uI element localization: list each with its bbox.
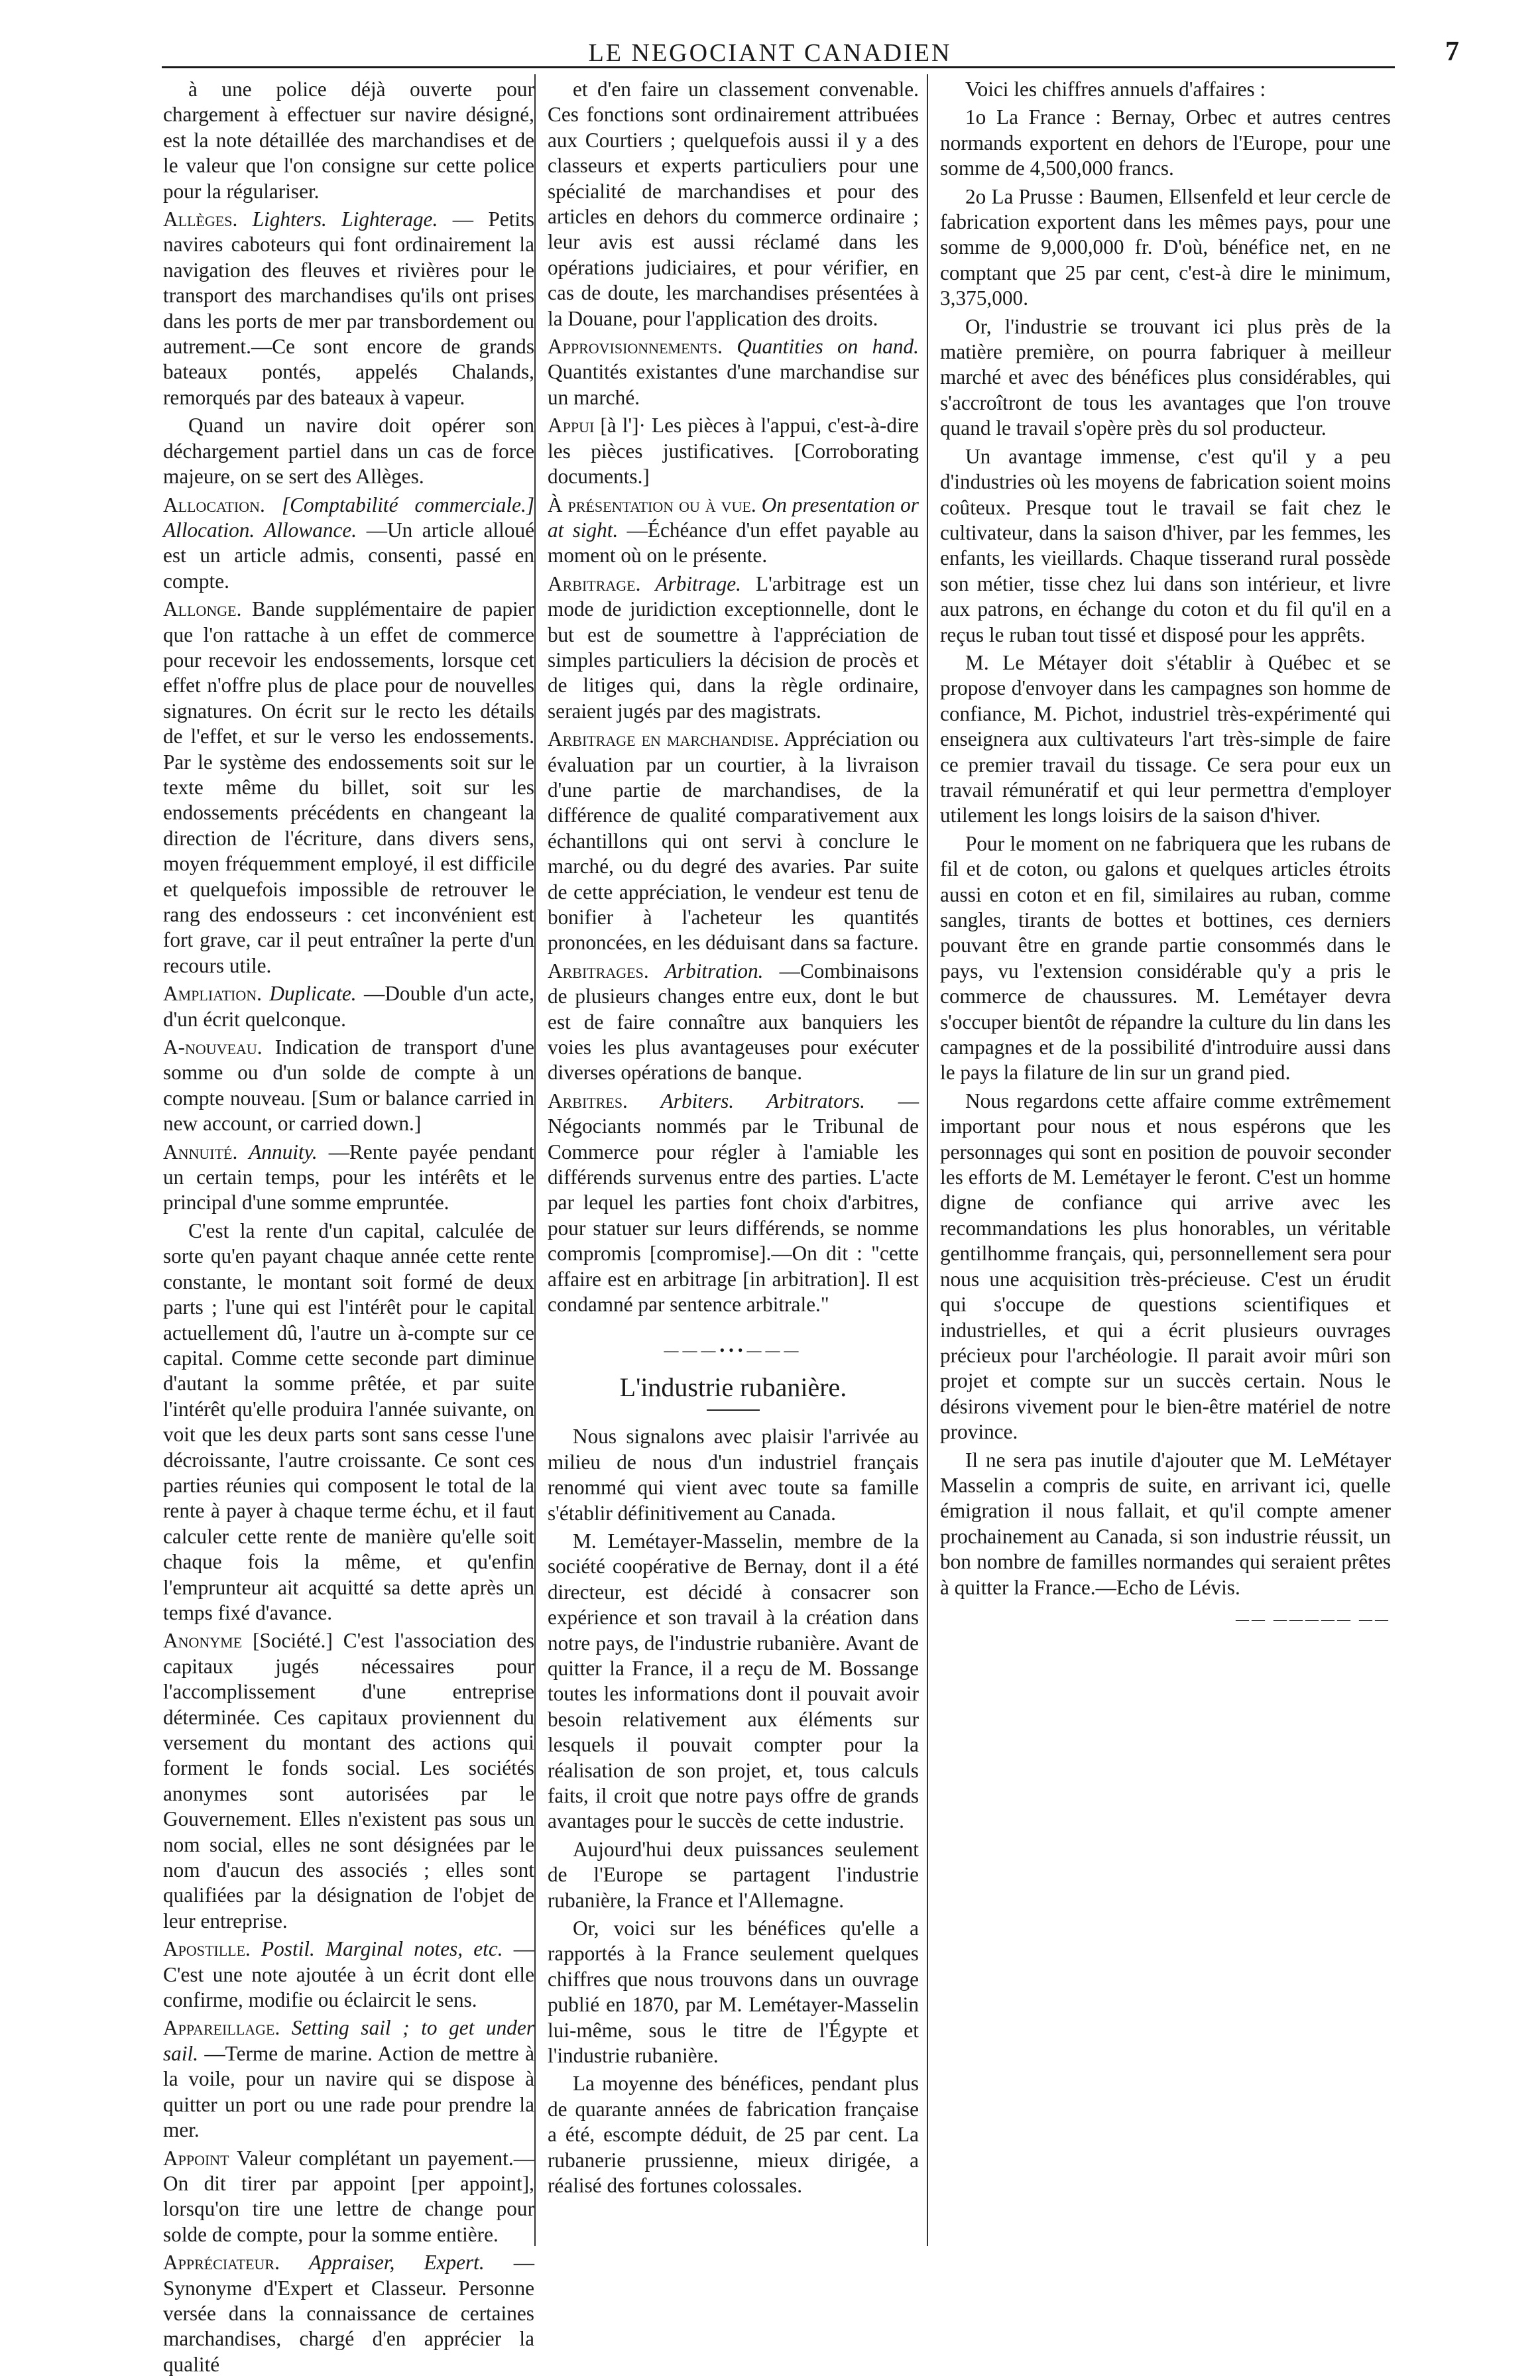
entry-term: Arbitrage.	[548, 571, 641, 595]
article-paragraph: Nous regardons cette affaire comme extrêmement important pour nous et nous espérons que les personnages qui sont en position de pouvoir seconder les efforts de M. Lemétayer le feront. C'est un homme digne de confiance qui arrive avec les recommandations les plus honorables, un véritable gentilhomme français, qui, personnellement sera pour nous une acquisition très-précieuse. C'est un érudit qui s'occupe de questions scientifiques et industrielles, et qui a écrit plusieurs ouvrages précieux pour l'archéologie. Il parait avoir mûri son projet et compte sur un succès certain. Nous le désirons vivement pour le bien-être matériel de notre province.	[940, 1089, 1391, 1444]
glossary-entry	[163, 77, 534, 204]
column-rule	[927, 74, 928, 2246]
article-body	[548, 1424, 919, 2198]
glossary-entry	[548, 334, 919, 410]
entry-text: C'est la rente d'un capital, calculée de sorte qu'en payant chaque année cette rente constante, le montant soit formé de deux parts ; l'une qui est l'intérêt pour le capital actuellement dû, l'autre un à-compte sur ce capital. Comme cette seconde part diminue d'autant la somme prêtée, et par suite l'intérêt qu'elle produira l'année suivante, on voit que les deux parts sont sans cesse l'une décroissante, l'autre croissante. Ce sont ces parties réunies qui composent le total de la rente à payer à chaque terme échu, et il faut calculer cette rente de manière qu'elle soit chaque fois la même, et qu'enfin l'emprunteur ait acquitté sa dette après un temps fixé d'avance.	[163, 1219, 534, 1624]
glossary-entry	[163, 2015, 534, 2143]
entry-english: [Comptabilité commerciale.] Allocation. Allowance.	[163, 493, 535, 542]
entry-text: Appréciation ou évaluation par un courtier, à la livraison d'une partie de marchandises, de la différence de qualité comparativement aux échantillons qui ont servi à conclure le marché, ou du degré des avaries. Par suite de cette appréciation, le vendeur est tenu de bonifier à l'acheteur les quantités prononcées, en les déduisant dans sa facture.	[548, 727, 919, 955]
article-paragraph: Nous signalons avec plaisir l'arrivée au milieu de nous d'un industriel français renommé qui vient avec toute sa famille s'établir définitivement au Canada.	[548, 1425, 919, 1525]
entry-term: À présentation ou à vue.	[548, 493, 756, 516]
entry-text: —Rente payée pendant un certain temps, pour les intérêts et le principal d'une somme empruntée.	[163, 1140, 535, 1215]
entry-english: Quantities on hand.	[737, 335, 919, 359]
entry-term: Arbitres.	[548, 1089, 628, 1112]
entry-english: Annuity.	[249, 1140, 318, 1163]
glossary-entry	[548, 1089, 919, 1318]
article-paragraph: Il ne sera pas inutile d'ajouter que M. LeMétayer Masselin a compris de suite, en arrivant ici, quelle émigration il nous fallait, et qu'il compte amener prochainement au Canada, si son industrie réussit, un bon nombre de familles normandes qui seraient prêtes à quitter la France.—Echo de Lévis.	[940, 1448, 1391, 1599]
entry-term: Appréciateur.	[163, 2251, 280, 2275]
entry-term: Allonge.	[163, 597, 242, 621]
article-paragraph: La moyenne des bénéfices, pendant plus de quarante années de fabrication française a été, escompte déduit, de 25 par cent. La rubanerie prussienne, mieux dirigée, a réalisé des fortunes colossales.	[548, 2072, 919, 2198]
entry-term: Annuité.	[163, 1140, 238, 1163]
entry-term: Arbitrages.	[548, 959, 649, 982]
entry-english: Arbitration.	[664, 959, 764, 982]
article-paragraph: M. Lemétayer-Masselin, membre de la société coopérative de Bernay, dont il a été directeur, est décidé à consacrer son expérience et son travail à la création dans notre pays, de l'industrie rubanière. Avant de quitter la France, il a reçu de M. Bossange toutes les informations dont il pouvait avoir besoin relativement aux éléments sur lesquels il pouvait compter pour la réalisation de son projet, et, tous calculs faits, il croit que notre pays offre de grands avantages pour le succès de cette industrie.	[548, 1529, 919, 1833]
glossary-entry	[548, 77, 919, 331]
entry-text: —Double d'un acte, d'un écrit quelconque.	[163, 982, 534, 1031]
glossary-entry	[548, 959, 919, 1086]
column-rule	[534, 74, 536, 2246]
entry-english: Postil. Marginal notes, etc.	[261, 1937, 503, 1961]
entry-text: —Synonyme d'Expert et Classeur. Personne versée dans la connaissance de certaines marchandises, chargé d'en apprécier la qualité	[163, 2251, 534, 2376]
article-paragraph: 1o La France : Bernay, Orbec et autres centres normands exportent en dehors de l'Europe, pour une somme de 4,500,000 francs.	[940, 105, 1391, 180]
column-glossary-2	[548, 77, 919, 2202]
entry-term: Anonyme	[163, 1629, 243, 1653]
glossary-entry	[163, 1035, 534, 1137]
article-paragraph: Or, l'industrie se trouvant ici plus près de la matière première, on pourra fabriquer à meilleur marché et avec des bénéfices plus considérables, qui s'accroîtront de tous les avantages que l'on trouve quand le travail s'opère près du sol producteur.	[940, 314, 1391, 440]
entry-text: —Terme de marine. Action de mettre à la voile, pour un navire qui se dispose à quitter un port ou une rade pour prendre la mer.	[163, 2041, 534, 2142]
glossary-entry	[163, 413, 534, 489]
glossary-entry	[163, 597, 534, 979]
entry-text: Quantités existantes d'une marchandise sur un marché.	[548, 360, 919, 409]
running-head: LE NEGOCIANT CANADIEN	[588, 39, 952, 67]
entry-text: Indication de transport d'une somme ou d'un solde de compte à un compte nouveau. [Sum or balance carried in new account, or carried down.]	[163, 1036, 535, 1136]
entry-text: [à l']· Les pièces à l'appui, c'est-à-dire les pièces justificatives. [Corroborating documents.]	[548, 414, 919, 489]
entry-term: Ampliation.	[163, 982, 262, 1006]
column-glossary-1	[163, 77, 534, 2380]
glossary-entry	[163, 2250, 534, 2377]
entry-term: Allèges.	[163, 208, 238, 231]
glossary-entry	[163, 1628, 534, 1934]
entry-term: A-nouveau.	[163, 1036, 263, 1059]
entry-text: Valeur complétant un payement.—On dit tirer par appoint [per appoint], lorsqu'on tire une lettre de change pour solde de compte, pour la somme entière.	[163, 2146, 534, 2246]
entry-text: [Société.] C'est l'association des capitaux jugés nécessaires pour l'accomplissement d'une entreprise déterminée. Ces capitaux proviennent du versement du montant des actions qui forment le fonds social. Les sociétés anonymes sont autorisées par le Gouvernement. Elles n'existent pas sous un nom social, elles ne sont désignées par le nom d'aucun des associés ; elles sont qualifiées par la désignation de l'objet de leur entreprise.	[163, 1629, 535, 1933]
entry-english: Duplicate.	[269, 982, 357, 1006]
article-paragraph: Aujourd'hui deux puissances seulement de l'Europe se partagent l'industrie rubanière, la France et l'Allemagne.	[548, 1837, 919, 1912]
entry-text: Quand un navire doit opérer son déchargement partiel dans un cas de force majeure, on se sert des Allèges.	[163, 414, 534, 489]
page-header	[0, 19, 1540, 65]
entry-text: — Petits navires caboteurs qui font ordinairement la navigation des fleuves et rivières pour le transport des marchandises qu'ils ont prises dans les ports de mer par transbordement ou autrement.—Ce sont encore de grands bateaux pontés, appelés Chalands, remorqués par des bateaux à vapeur.	[163, 208, 535, 409]
article-paragraph: Voici les chiffres annuels d'affaires :	[965, 78, 1266, 101]
entry-english: Arbiters. Arbitrators.	[660, 1089, 865, 1112]
entry-term: Appui	[548, 414, 595, 438]
article-title: L'industrie rubanière.	[619, 1372, 847, 1402]
article-body-continued	[940, 77, 1391, 1600]
entry-term: Allocation.	[163, 493, 265, 516]
section-divider: ―――•••―――	[664, 1341, 803, 1358]
entry-term: Arbitrage en marchandise.	[548, 727, 780, 751]
page-number: 7	[1445, 36, 1459, 67]
entry-text: Bande supplémentaire de papier que l'on rattache à un effet de commerce pour recevoir les endossements, lorsque cet effet n'offre plus de place pour de nouvelles signatures. On écrit sur le recto les détails de l'effet, et sur le verso les endossements. Par le système des endossements soit sur le texte même du billet, soit sur les endossements précédents en changeant la direction de l'écriture, dans divers sens, moyen fréquemment employé, il est difficile et quelquefois impossible de retrouver le rang des endosseurs : cet inconvénient est fort grave, car il peut entraîner la perte d'un recours utile.	[163, 597, 534, 977]
article-paragraph: 2o La Prusse : Baumen, Ellsenfeld et leur cercle de fabrication exportent dans les mêmes pays, pour une somme de 9,000,000 fr. D'où, bénéfice net, en ne comptant que 25 par cent, c'est-à dire le minimum, 3,375,000.	[940, 184, 1391, 310]
entry-text: L'arbitrage est un mode de juridiction exceptionnelle, dont le but est de soumettre à l'appréciation de simples particuliers la décision de procès et de litiges qui, dans la règle ordinaire, seraient jugés par des magistrats.	[548, 571, 919, 723]
entry-english: Appraiser, Expert.	[308, 2251, 485, 2275]
article-paragraph: M. Le Métayer doit s'établir à Québec et se propose d'envoyer dans les campagnes son homme de confiance, M. Pichot, industriel très-expérimenté qui enseignera aux cultivateurs l'art très-simple de faire ce premier travail du tissage. Ce sera pour eux un travail rémunératif et qui leur permettra d'employer utilement les longs loisirs de la saison d'hiver.	[940, 650, 1391, 827]
article-paragraph: Pour le moment on ne fabriquera que les rubans de fil et de coton, ou galons et quelques articles étroits aussi en coton et en fil, similaires au ruban, comme sangles, tirants de bottes et bottines, ces derniers pouvant être en grande partie consommés dans le pays, vu l'extension considérable qu'y a pris le commerce de chaussures. M. Lemétayer devra s'occuper bientôt de répandre la culture du lin dans les campagnes et de la possibilité d'introduire aussi dans le pays la filature de lin sur un grand pied.	[940, 831, 1391, 1085]
article-paragraph: Un avantage immense, c'est qu'il y a peu d'industries où les moyens de fabrication soient moins coûteux. Presque tout le travail se fait chez le cultivateur, dans la saison d'hiver, par les femmes, les enfants, les vieillards. Chaque tisserand rural possède son métier, tisse chez lui dans son intérieur, et livre aux patrons, en échange du coton et du fil qu'il en a reçus le ruban tout tissé et disposé pour les apprêts.	[940, 444, 1391, 646]
entry-text: —Négociants nommés par le Tribunal de Commerce pour régler à l'amiable les différends survenus entre des parties. L'acte par lequel les parties font choix d'arbitres, pour statuer sur leurs différends, se nomme compromis [compromise].—On dit : "cette affaire est en arbitrage [in arbitration]. Il est condamné par sentence arbitrale."	[548, 1089, 919, 1317]
entry-term: Appoint	[163, 2146, 229, 2170]
glossary-entry	[548, 571, 919, 724]
entry-text: —C'est une note ajoutée à un écrit dont elle confirme, modifie ou éclaircit le sens.	[163, 1937, 534, 2012]
glossary-entry	[548, 727, 919, 956]
glossary-entry	[548, 413, 919, 489]
entry-text: —Combinaisons de plusieurs changes entre eux, dont le but est de faire connaître aux banquiers les voies les plus avantageuses pour exécuter diverses opérations de banque.	[548, 959, 919, 1085]
title-rule	[707, 1409, 760, 1411]
entry-english: Lighters. Lighterage.	[252, 208, 438, 231]
entry-english: Arbitrage.	[655, 571, 741, 595]
glossary-entry	[163, 2146, 534, 2248]
entry-english: On presentation or at sight.	[548, 493, 919, 542]
column-article-continued	[940, 77, 1391, 1632]
glossary-entry	[163, 493, 534, 595]
glossary-entry	[163, 1140, 534, 1216]
glossary-entry	[163, 981, 534, 1032]
entry-text: et d'en faire un classement convenable. Ces fonctions sont ordinairement attribuées aux Courtiers ; quelquefois aussi il y a des classeurs et experts particuliers pour une spécialité de marchandises et pour des articles en dehors du commerce ordinaire ; leur avis est aussi réclamé dans les opérations judiciaires, et pour vérifier, en cas de doute, les marchandises présentées à la Douane, pour l'application des droits.	[548, 78, 919, 330]
entry-term: Appareillage.	[163, 2016, 280, 2040]
entry-term: Approvisionnements.	[548, 335, 723, 359]
entry-english: Setting sail ; to get under sail.	[163, 2016, 534, 2065]
glossary-entries	[548, 77, 919, 1318]
entry-text: —Échéance d'un effet payable au moment où on le présente.	[548, 518, 919, 567]
glossary-entry	[163, 207, 534, 410]
entry-text: —Un article alloué est un article admis, consenti, passé en compte.	[163, 518, 535, 593]
entry-term: Apostille.	[163, 1937, 251, 1961]
closing-mark: ―― ――――― ――	[1236, 1612, 1391, 1627]
entry-text: à une police déjà ouverte pour chargement à effectuer sur navire désigné, est la note détaillée des marchandises et de le valeur que l'on consigne sur cette police pour la régulariser.	[163, 78, 534, 203]
article-paragraph: Or, voici sur les bénéfices qu'elle a rapportés à la France seulement quelques chiffres que nous trouvons dans un ouvrage publié en 1870, par M. Lemétayer-Masselin lui-même, sous le titre de l'Égypte et l'industrie rubanière.	[548, 1917, 919, 2068]
glossary-entry	[548, 493, 919, 569]
glossary-entry	[163, 1936, 534, 2013]
glossary-entry	[163, 1219, 534, 1626]
header-rule	[162, 66, 1395, 68]
